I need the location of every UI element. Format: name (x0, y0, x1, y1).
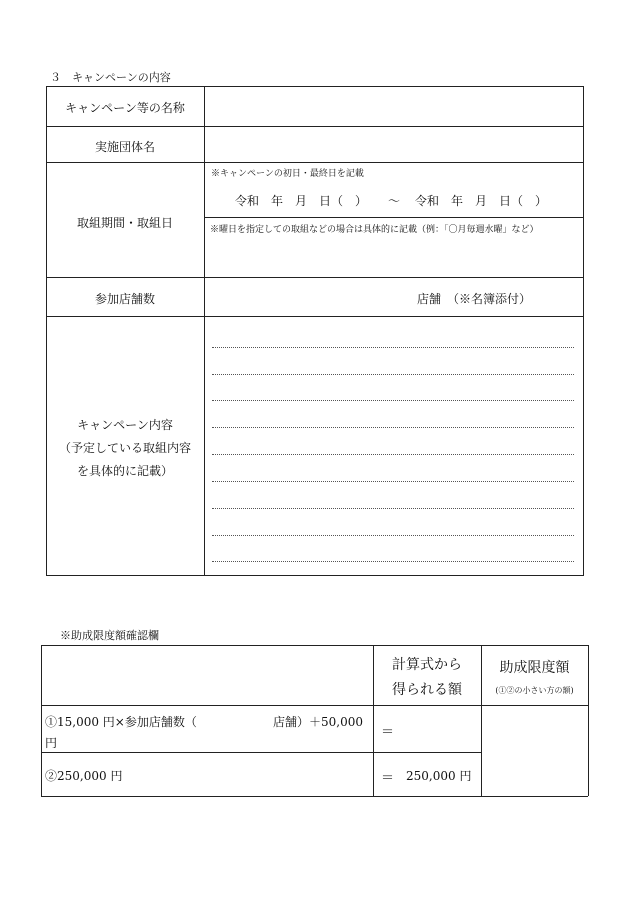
table-border-top (46, 86, 583, 87)
formula-2-equals: ＝ (381, 771, 395, 786)
period-tilde: ～ (388, 194, 401, 208)
content-label-line-2: （予定している取組内容 (58, 441, 191, 455)
calc-column-header-line-1: 計算式から (392, 657, 462, 673)
limit-column-header: 助成限度額 (499, 660, 570, 676)
period-label: 取組期間・取組日 (76, 216, 173, 230)
grant-header-divider (41, 705, 588, 706)
period-note: ※キャンペーンの初日・最終日を記載 (211, 169, 364, 179)
formula-1-part-c: 円 (45, 736, 58, 750)
period-inner-divider (204, 217, 583, 218)
grant-border-right (588, 645, 589, 796)
grant-border-bottom (41, 796, 588, 797)
limit-column-note: (①②の小さい方の額) (495, 686, 574, 695)
grant-row-divider (41, 752, 481, 753)
content-text-area[interactable] (206, 318, 582, 574)
formula-1-part-b: 店舗）＋50,000 (273, 715, 363, 729)
writing-line (212, 481, 574, 482)
formula-2: ②250,000 円 (45, 769, 123, 783)
stores-unit: 店舗 （※名簿添付） (417, 292, 532, 306)
grant-limit-field[interactable] (483, 707, 587, 795)
row-divider (46, 162, 583, 163)
period-to[interactable]: 令和 年 月 日（ ） (415, 194, 548, 208)
organization-field[interactable] (206, 128, 582, 161)
writing-line (212, 535, 574, 536)
table-border-left (46, 86, 47, 575)
writing-line (212, 347, 574, 348)
writing-line (212, 454, 574, 455)
period-from[interactable]: 令和 年 月 日（ ） (235, 194, 368, 208)
writing-line (212, 508, 574, 509)
row-divider (46, 126, 583, 127)
content-label-line-3: を具体的に記載） (76, 464, 173, 478)
row-divider (46, 316, 583, 317)
grant-border-left (41, 645, 42, 796)
formula-1-stores-input[interactable] (213, 710, 271, 728)
grant-heading: ※助成限度額確認欄 (60, 629, 159, 642)
writing-line (212, 427, 574, 428)
table-border-bottom (46, 575, 584, 576)
writing-line (212, 400, 574, 401)
formula-2-value: 250,000 円 (406, 769, 472, 783)
formula-1-equals: ＝ (381, 725, 395, 740)
row-divider (46, 277, 583, 278)
formula-1-part-a: ①15,000 円×参加店舗数（ (45, 715, 197, 729)
organization-label: 実施団体名 (94, 140, 155, 154)
formula-1-result-field[interactable] (398, 708, 478, 750)
campaign-name-label: キャンペーン等の名称 (65, 101, 185, 115)
table-border-right (583, 86, 584, 575)
weekday-note: ※曜日を指定しての取組などの場合は具体的に記載（例：「〇月毎週水曜」など） (210, 225, 539, 235)
section-heading: ３ キャンペーンの内容 (50, 71, 171, 84)
weekday-detail-field[interactable] (206, 236, 582, 276)
stores-label: 参加店舗数 (94, 292, 155, 306)
calc-column-header-line-2: 得られる額 (392, 682, 462, 698)
grant-border-top (41, 645, 588, 646)
table-column-divider (204, 86, 205, 575)
writing-line (212, 374, 574, 375)
content-label-line-1: キャンペーン内容 (77, 418, 173, 432)
stores-count-field[interactable] (206, 279, 406, 315)
campaign-name-field[interactable] (206, 88, 582, 125)
writing-line (212, 561, 574, 562)
